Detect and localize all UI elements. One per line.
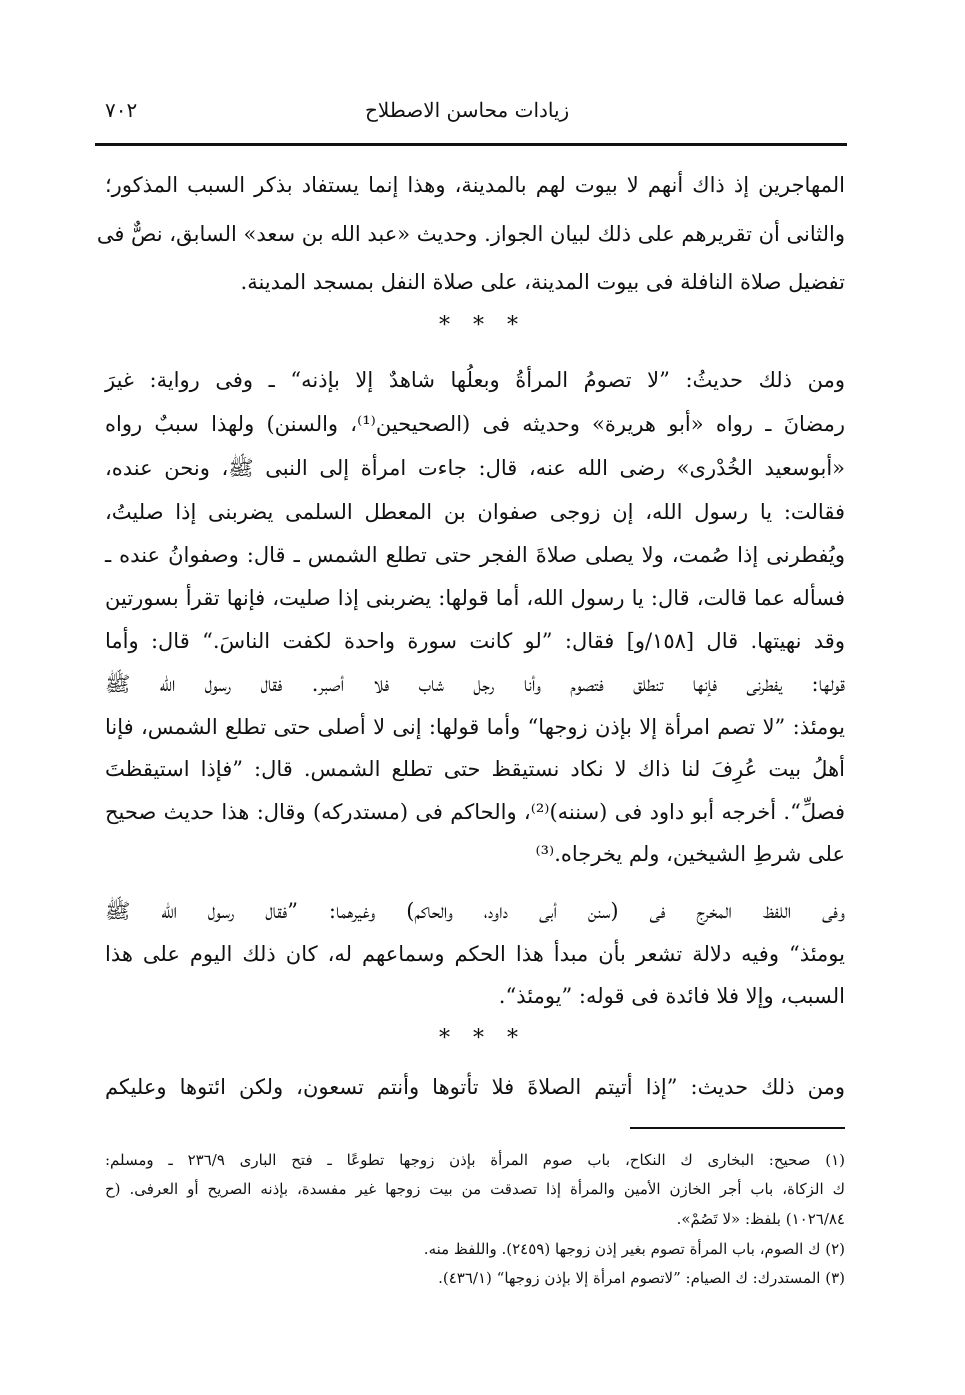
- page-number: ٧٠٢: [105, 98, 138, 122]
- text-line: ويُفطرنى إذا صُمت، ولا يصلى صلاةَ الفجر حتى تطلع الشمس ـ قال: وصفوانُ عنده ـ: [105, 543, 845, 567]
- text-line: «أبوسعيد الخُدْرى» رضى الله عنه، قال: جاءت امرأة إلى النبى ﷺ، ونحن عنده،: [105, 456, 845, 480]
- section-separator: * * *: [439, 1026, 526, 1051]
- text-line: أهلُ بيت عُرِفَ لنا ذاك لا نكاد نستيقظ حتى تطلع الشمس. قال: ”فإذا استيقظتَ: [105, 757, 845, 781]
- text-line: يومئذ: ”لا تصم امرأة إلا بإذن زوجها“ وأما قولها: إنى لا أصلى حتى تطلع الشمس، فإنا: [105, 715, 845, 739]
- footnote-1: (١) صحيح: البخارى ك النكاح، باب صوم المرأة بإذن زوجها تطوعًا ـ فتح البارى ٢٣٦/٩ ـ ومسلم:: [105, 1151, 846, 1169]
- footnote-2: (٢) ك الصوم، باب المرأة تصوم بغير إذن زوجها (٢٤٥٩). واللفظ منه.: [423, 1240, 845, 1258]
- text-line: ومن ذلك حديث: ”إذا أتيتم الصلاةَ فلا تأتوها وأنتم تسعون، ولكن ائتوها وعليكم: [105, 1075, 845, 1099]
- section-separator: * * *: [439, 313, 526, 338]
- text-line: على شرطِ الشيخين، ولم يخرجاه.⁽³⁾: [535, 842, 845, 866]
- text-line: فسأله عما قالت، قال: يا رسول الله، أما قولها: يضربنى إذا صليت، فإنها تقرأ بسورتين: [105, 586, 845, 610]
- text-line: السبب، وإلا فلا فائدة فى قوله: ”يومئذ“.: [498, 984, 845, 1008]
- text-line: يومئذ“ وفيه دلالة تشعر بأن مبدأ هذا الحكم وسماعهم له، كان ذلك اليوم على هذا: [105, 942, 845, 966]
- footnote-1-cont: ١٠٢٦/٨٤) بلفظ: «لا تَصُمْ».: [676, 1210, 845, 1228]
- text-line: والثانى أن تقريرهم على ذلك لبيان الجواز. وحديث «عبد الله بن سعد» السابق، نصٌّ فى: [96, 222, 845, 246]
- footnote-1-cont: ك الزكاة، باب أجر الخازن الأمين والمرأة إذا تصدقت من بيت زوجها غير مفسدة، بإذنه الصريح أو العرفى. (ح: [105, 1180, 845, 1198]
- text-line: وقد نهيتها. قال [١٥٨/و] فقال: ”لو كانت سورة واحدة لكفت الناسَ.“ قال: وأما: [105, 629, 845, 653]
- text-line: قولها: يفطرنى فإنها تنطلق فتصوم وأنا رجل شاب فلا أصبر. فقال رسول الله ﷺ: [105, 672, 845, 696]
- text-line: تفضيل صلاة النافلة فى بيوت المدينة، على صلاة النفل بمسجد المدينة.: [240, 270, 845, 294]
- footnote-rule: [630, 1127, 845, 1129]
- text-line: رمضانَ ـ رواه «أبو هريرة» وحديثه فى (الصحيحين⁽¹⁾، والسنن) ولهذا سببٌ رواه: [105, 412, 846, 436]
- header-rule: [95, 143, 847, 146]
- text-line: فقالت: يا رسول الله، إن زوجى صفوان بن المعطل السلمى يضربنى إذا صليتُ،: [105, 500, 845, 524]
- text-line: وفى اللفظ المخرج فى (سنن أبى داود، والحاكم) وغيرهما: ”فقال رسول الله ﷺ: [105, 899, 845, 923]
- text-line: ومن ذلك حديثُ: ”لا تصومُ المرأةُ وبعلُها شاهدٌ إلا بإذنه“ ـ وفى رواية: غيرَ: [105, 368, 845, 392]
- running-title: زيادات محاسن الاصطلاح: [365, 98, 570, 122]
- text-line: المهاجرين إذ ذاك أنهم لا بيوت لهم بالمدينة، وهذا إنما يستفاد بذكر السبب المذكور؛: [105, 173, 845, 197]
- footnote-3: (٣) المستدرك: ك الصيام: ”لاتصوم امرأة إلا بإذن زوجها“ (٤٣٦/١).: [438, 1269, 845, 1287]
- text-line: فصلِّ“. أخرجه أبو داود فى (سننه)⁽²⁾، والحاكم فى (مستدركه) وقال: هذا حديث صحيح: [105, 800, 845, 824]
